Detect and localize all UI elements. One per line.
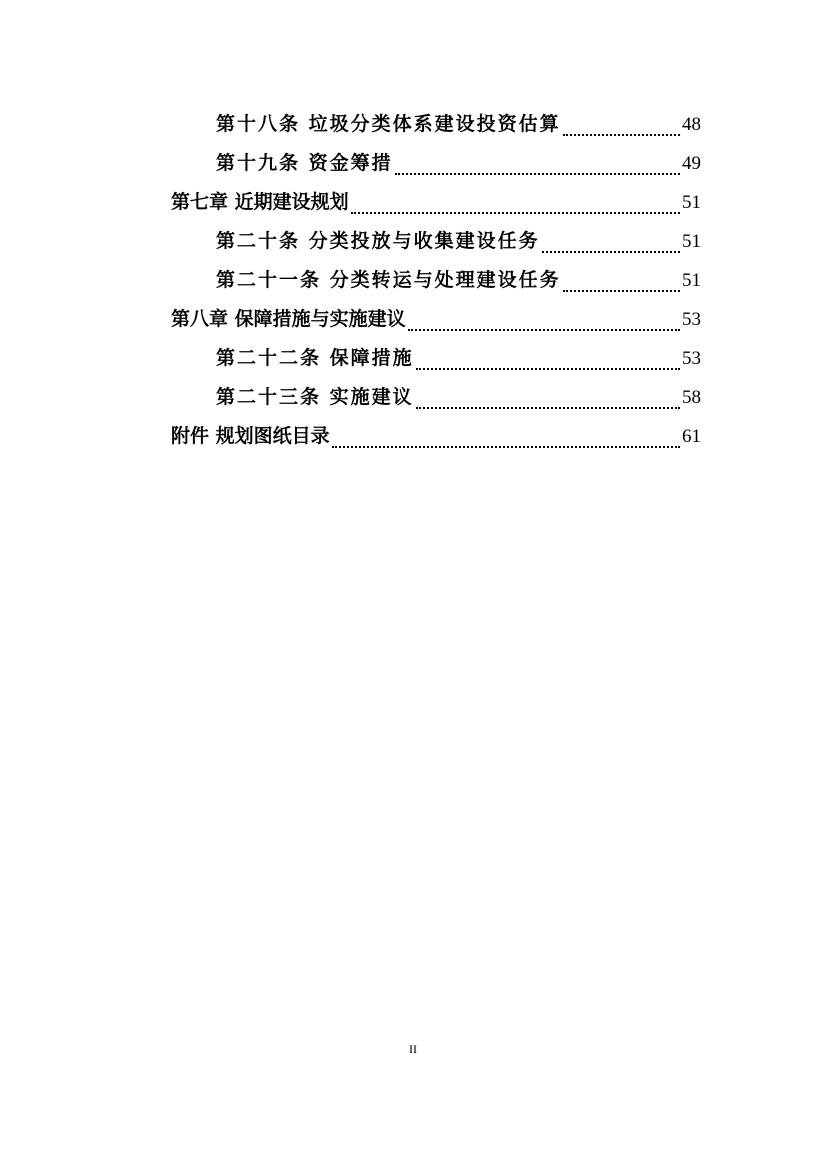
toc-entry-page: 49 (682, 153, 701, 174)
toc-entry-article-18[interactable] (171, 107, 701, 146)
toc-entry-page: 51 (682, 231, 701, 252)
toc-entry-article-21[interactable] (171, 263, 701, 302)
toc-leader-dots (408, 328, 680, 331)
toc-leader-dots (332, 445, 680, 448)
toc-entry-article-23[interactable] (171, 380, 701, 419)
toc-leader-dots (416, 406, 680, 409)
toc-leader-dots (563, 133, 680, 136)
toc-entry-title: 第七章 近期建设规划 (171, 191, 349, 213)
toc-leader-dots (542, 250, 680, 253)
toc-entry-article-22[interactable] (171, 341, 701, 380)
toc-entry-page: 48 (682, 114, 701, 135)
toc-entry-page: 51 (682, 192, 701, 213)
toc-entry-page: 51 (682, 270, 701, 291)
toc-entry-title: 第十九条 资金筹措 (216, 152, 393, 174)
toc-entry-title: 第二十一条 分类转运与处理建设任务 (216, 269, 561, 291)
toc-entry-title: 第二十条 分类投放与收集建设任务 (216, 230, 540, 252)
toc-entry-article-20[interactable] (171, 224, 701, 263)
toc-entry-chapter-8[interactable] (171, 302, 701, 341)
toc-entry-appendix[interactable] (171, 419, 701, 458)
toc-entry-title: 第二十二条 保障措施 (216, 347, 414, 369)
toc-entry-title: 第二十三条 实施建议 (216, 386, 414, 408)
toc-entry-page: 53 (682, 309, 701, 330)
toc-leader-dots (563, 289, 680, 292)
toc-entry-page: 58 (682, 387, 701, 408)
toc-entry-title: 第十八条 垃圾分类体系建设投资估算 (216, 113, 561, 135)
page-number: II (409, 1042, 417, 1056)
toc-entry-chapter-7[interactable] (171, 185, 701, 224)
toc-entry-article-19[interactable] (171, 146, 701, 185)
toc-entry-title: 附件 规划图纸目录 (171, 425, 330, 447)
toc-entry-page: 61 (682, 426, 701, 447)
table-of-contents (171, 107, 701, 458)
toc-entry-page: 53 (682, 348, 701, 369)
toc-leader-dots (395, 172, 680, 175)
toc-leader-dots (416, 367, 680, 370)
toc-leader-dots (351, 211, 680, 214)
toc-entry-title: 第八章 保障措施与实施建议 (171, 308, 406, 330)
